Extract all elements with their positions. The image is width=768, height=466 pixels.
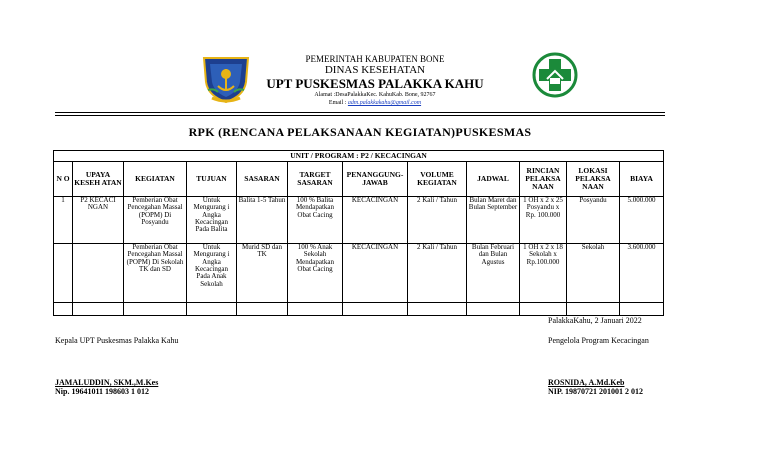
cell-sasaran: Balita 1-5 Tahun [237,197,288,244]
col-volume: VOLUME KEGIATAN [408,162,467,197]
column-header-row [54,162,664,197]
manager-nip: NIP. 19870721 201001 2 012 [548,387,644,396]
cell-no [54,244,73,303]
unit-program-row [54,151,664,162]
empty-cell [73,303,124,316]
table-row-empty [54,303,664,316]
unit-name: UPT PUSKESMAS PALAKKA KAHU [266,76,484,91]
empty-cell [467,303,520,316]
email-line [150,100,600,106]
rpk-table [53,150,664,316]
col-target: TARGET SASARAN [288,162,343,197]
cell-target: 100 % Anak Sekolah Mendapatkan Obat Cacing [288,244,343,303]
email-link[interactable]: adm.palakkakahu@gmail.com [347,100,422,106]
cell-lokasi: Sekolah [567,244,620,303]
col-kegiatan: KEGIATAN [124,162,187,197]
cell-lokasi: Posyandu [567,197,620,244]
cell-upaya: P2 KECACI NGAN [73,197,124,244]
empty-cell [187,303,237,316]
col-tujuan: TUJUAN [187,162,237,197]
department-name: DINAS KESEHATAN [324,64,426,76]
cell-volume: 2 Kali / Tahun [408,244,467,303]
empty-cell [124,303,187,316]
cell-upaya [73,244,124,303]
government-name: PEMERINTAH KABUPATEN BONE [305,54,445,64]
cell-volume: 2 Kali / Tahun [408,197,467,244]
unit-program-label: UNIT / PROGRAM : P2 / KECACINGAN [54,151,664,162]
empty-cell [408,303,467,316]
cell-jadwal: Bulan Maret dan Bulan September [467,197,520,244]
address-line: Alamat :DesaPalakkaKec. KahuKab. Bone, 92767 [314,92,436,98]
col-sasaran: SASARAN [237,162,288,197]
col-rincian: RINCIAN PELAKSA NAAN [520,162,567,197]
empty-cell [567,303,620,316]
head-title: Kepala UPT Puskesmas Palakka Kahu [55,336,179,345]
empty-cell [288,303,343,316]
email-label: Email : [328,100,347,106]
cell-kegiatan: Pemberian Obat Pencegahan Massal (POPM) Di Sekolah TK dan SD [124,244,187,303]
cell-no: 1 [54,197,73,244]
header-rule-thick [55,112,665,113]
table-row [54,244,664,303]
table-row [54,197,664,244]
col-no: N O [54,162,73,197]
header-rule-thin [55,115,665,116]
cell-jadwal: Bulan Februari dan Bulan Agustus [467,244,520,303]
cell-biaya: 3.600.000 [620,244,664,303]
col-penanggung-jawab: PENANGGUNG-JAWAB [343,162,408,197]
head-nip: Nip. 19641011 198603 1 012 [55,387,150,396]
cell-tujuan: Untuk Mengurang i Angka Kecacingan Pada Balita [187,197,237,244]
empty-cell [343,303,408,316]
empty-cell [520,303,567,316]
col-jadwal: JADWAL [467,162,520,197]
cell-rincian: 1 OH x 2 x 18 Sekolah x Rp.100.000 [520,244,567,303]
manager-name: ROSNIDA, A.Md.Keb [548,378,625,387]
col-lokasi: LOKASI PELAKSA NAAN [567,162,620,197]
cell-rincian: 1 OH x 2 x 25 Posyandu x Rp. 100.000 [520,197,567,244]
col-biaya: BIAYA [620,162,664,197]
document-title: RPK (RENCANA PELAKSANAAN KEGIATAN)PUSKESMAS [188,125,532,139]
cell-target: 100 % Balita Mendapatkan Obat Cacing [288,197,343,244]
empty-cell [620,303,664,316]
empty-cell [237,303,288,316]
cell-kegiatan: Pemberian Obat Pencegahan Massal (POPM) Di Posyandu [124,197,187,244]
col-upaya: UPAYA KESEH ATAN [73,162,124,197]
cell-sasaran: Murid SD dan TK [237,244,288,303]
manager-title: Pengelola Program Kecacingan [548,336,649,345]
cell-biaya: 5.000.000 [620,197,664,244]
cell-penanggung-jawab: KECACINGAN [343,197,408,244]
empty-cell [54,303,73,316]
head-name: JAMALUDDIN, SKM.,M.Kes [55,378,159,387]
cell-penanggung-jawab: KECACINGAN [343,244,408,303]
place-date: PalakkaKahu, 2 Januari 2022 [548,316,642,325]
cell-tujuan: Untuk Mengurang i Angka Kecacingan Pada Anak Sekolah [187,244,237,303]
